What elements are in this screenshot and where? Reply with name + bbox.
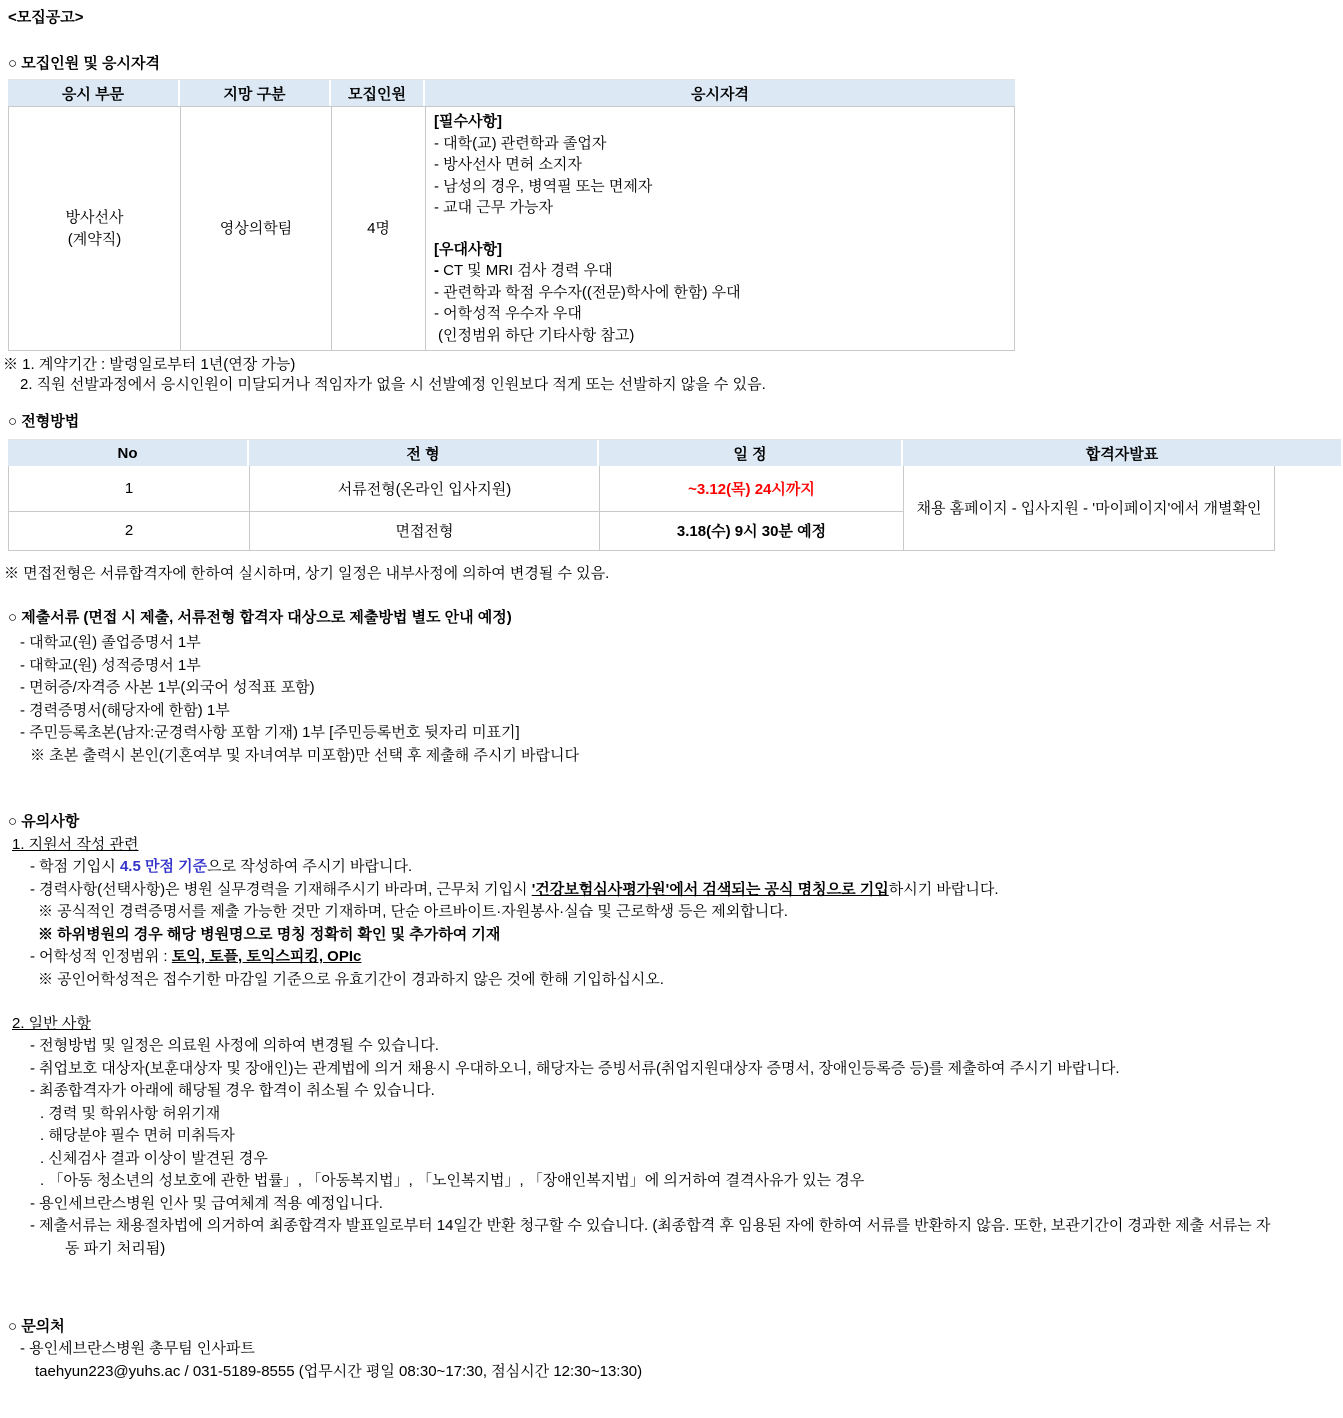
required-item: - 남성의 경우, 병역필 또는 면제자 <box>434 177 653 195</box>
disqualify-item: . 해당분야 필수 면허 미취득자 <box>40 1127 235 1144</box>
section-cautions-heading: ○ 유의사항 <box>8 813 80 830</box>
cell-stage-1: 서류전형(온라인 입사지원) <box>250 466 599 512</box>
column-no <box>9 466 250 550</box>
submission-item: - 대학교(원) 성적증명서 1부 <box>20 656 201 674</box>
position-contract-type: (계약직) <box>67 230 122 248</box>
cell-schedule-1: ~3.12(목) 24시까지 <box>600 466 903 512</box>
eligibility-table-row <box>8 106 1015 351</box>
general-line: - 최종합격자가 아래에 해당될 경우 합격이 취소될 수 있습니다. <box>30 1082 435 1099</box>
column-header-result: 합격자발표 <box>1085 445 1159 463</box>
preferred-title: [우대사항] <box>434 240 502 258</box>
section-submission-heading: ○ 제출서류 (면접 시 제출, 서류전형 합격자 대상으로 제출방법 별도 안내 예정) <box>8 609 512 626</box>
preferred-item: - CT 및 MRI 검사 경력 우대 <box>434 262 613 279</box>
general-line: - 취업보호 대상자(보훈대상자 및 장애인)는 관계법에 의거 채용시 우대하오니, 해당자는 증빙서류(취업지원대상자 증명서, 장애인등록증 등)를 제출하여 주시기 바랍니다. <box>30 1059 1120 1077</box>
section-contact-heading: ○ 문의처 <box>8 1318 65 1335</box>
preferred-item: - 관련학과 학점 우수자((전문)학사에 한함) 우대 <box>434 283 741 301</box>
caution-language-note: ※ 공인어학성적은 접수기한 마감일 기준으로 유효기간이 경과하지 않은 것에 한해 기입하십시오. <box>38 970 664 988</box>
cell-qualifications <box>426 107 1014 350</box>
column-header-count: 모집인원 <box>331 80 425 106</box>
caution-career-line: - 경력사항(선택사항)은 병원 실무경력을 기재해주시기 바라며, 근무처 기입시 '건강보험심사평가원'에서 검색되는 공식 명칭으로 기입하시기 바랍니다. <box>30 880 999 898</box>
disqualify-item: . 경력 및 학위사항 허위기재 <box>40 1104 221 1122</box>
contact-info: taehyun223@yuhs.ac / 031-5189-8555 (업무시간 평일 08:30~17:30, 점심시간 12:30~13:30) <box>35 1362 643 1380</box>
general-line: - 전형방법 및 일정은 의료원 사정에 의하여 변경될 수 있습니다. <box>30 1037 439 1054</box>
cell-count: 4명 <box>332 107 426 350</box>
position-name: 방사선사 <box>65 209 124 226</box>
eligibility-note-2: 2. 직원 선발과정에서 응시인원이 미달되거나 적임자가 없을 시 선발예정 인원보다 적게 또는 선발하지 않을 수 있음. <box>20 376 766 393</box>
caution-official-note: ※ 공식적인 경력증명서를 제출 가능한 것만 기재하며, 단순 아르바이트·자원봉사·실습 및 근로학생 등은 제외합니다. <box>38 903 788 920</box>
general-line-wrap: 동 파기 처리됨) <box>65 1239 166 1257</box>
submission-item: - 대학교(원) 졸업증명서 1부 <box>20 634 201 651</box>
selection-note: ※ 면접전형은 서류합격자에 한하여 실시하며, 상기 일정은 내부사정에 의하여 변경될 수 있음. <box>4 565 610 582</box>
required-title: [필수사항] <box>434 113 502 130</box>
column-schedule <box>600 466 904 550</box>
column-result <box>904 466 1274 550</box>
caution-subhospital-note: ※ 하위병원의 경우 해당 병원명으로 명칭 정확히 확인 및 추가하여 기재 <box>38 925 501 943</box>
eligibility-table <box>8 79 1015 351</box>
selection-table-header-row <box>8 439 1341 466</box>
column-header-stage: 전 형 <box>249 440 599 466</box>
eligibility-table-header-row <box>8 79 1015 106</box>
column-stage <box>250 466 600 550</box>
section-eligibility-heading: ○ 모집인원 및 응시자격 <box>8 55 160 72</box>
general-line: - 제출서류는 채용절차법에 의거하여 최종합격자 발표일로부터 14일간 반환 청구할 수 있습니다. (최종합격 후 임용된 자에 한하여 서류를 반환하지 않음. 또한, 보관기간이 경과한 제출 서류는 자 <box>30 1217 1271 1234</box>
general-line: - 용인세브란스병원 인사 및 급여체계 적용 예정입니다. <box>30 1194 383 1212</box>
cell-result-notice: 채용 홈페이지 - 입사지원 - '마이페이지'에서 개별확인 <box>916 499 1262 517</box>
cell-stage-2: 면접전형 <box>395 523 454 540</box>
page-title: <모집공고> <box>8 9 84 26</box>
submission-items <box>8 632 1343 767</box>
required-item: - 교대 근무 가능자 <box>434 199 553 216</box>
column-header-part: 응시 부문 <box>8 80 180 106</box>
required-item: - 방사선사 면허 소지자 <box>434 156 582 173</box>
preferred-item: - 어학성적 우수자 우대 <box>434 305 582 322</box>
submission-item: - 경력증명서(해당자에 한함) 1부 <box>20 701 230 719</box>
submission-note: ※ 초본 출력시 본인(기혼여부 및 자녀여부 미포함)만 선택 후 제출해 주시기 바랍니다 <box>30 746 580 764</box>
column-header-no: No <box>8 440 249 466</box>
submission-item: - 주민등록초본(남자:군경력사항 포함 기재) 1부 [주민등록번호 뒷자리 미표기] <box>20 724 520 741</box>
disqualify-item: . 신체검사 결과 이상이 발견된 경우 <box>40 1149 268 1167</box>
cell-no-2: 2 <box>124 522 134 539</box>
cell-schedule-2: 3.18(수) 9시 30분 예정 <box>676 523 827 540</box>
selection-table <box>8 439 1343 551</box>
cell-no-1: 1 <box>9 466 249 512</box>
cautions-sub2-title: 2. 일반 사항 <box>12 1015 91 1032</box>
caution-language-line: - 어학성적 인정범위 : 토익, 토플, 토익스피킹, OPIc <box>30 948 362 965</box>
disqualify-item: . 「아동 청소년의 성보호에 관한 법률」, 「아동복지법」, 「노인복지법」, 「장애인복지법」에 의거하여 결격사유가 있는 경우 <box>40 1172 865 1189</box>
submission-item: - 면허증/자격증 사본 1부(외국어 성적표 포함) <box>20 679 315 696</box>
cell-position <box>9 107 181 350</box>
caution-grade-line: - 학점 기입시 4.5 만점 기준으로 작성하여 주시기 바랍니다. <box>30 858 413 875</box>
cell-team: 영상의학팀 <box>181 107 332 350</box>
preferred-item-sub: (인정범위 하단 기타사항 참고) <box>438 326 635 344</box>
column-header-qualification: 응시자격 <box>691 85 749 103</box>
section-selection-heading: ○ 전형방법 <box>8 413 80 430</box>
cautions-sub1-title: 1. 지원서 작성 관련 <box>12 836 139 853</box>
column-header-schedule: 일 정 <box>599 440 903 466</box>
eligibility-note-1: ※ 1. 계약기간 : 발령일로부터 1년(연장 가능) <box>3 356 296 373</box>
required-item: - 대학(교) 관련학과 졸업자 <box>434 134 607 152</box>
column-header-track: 지망 구분 <box>180 80 331 106</box>
contact-department: - 용인세브란스병원 총무팀 인사파트 <box>20 1340 255 1357</box>
selection-table-body <box>8 466 1275 551</box>
